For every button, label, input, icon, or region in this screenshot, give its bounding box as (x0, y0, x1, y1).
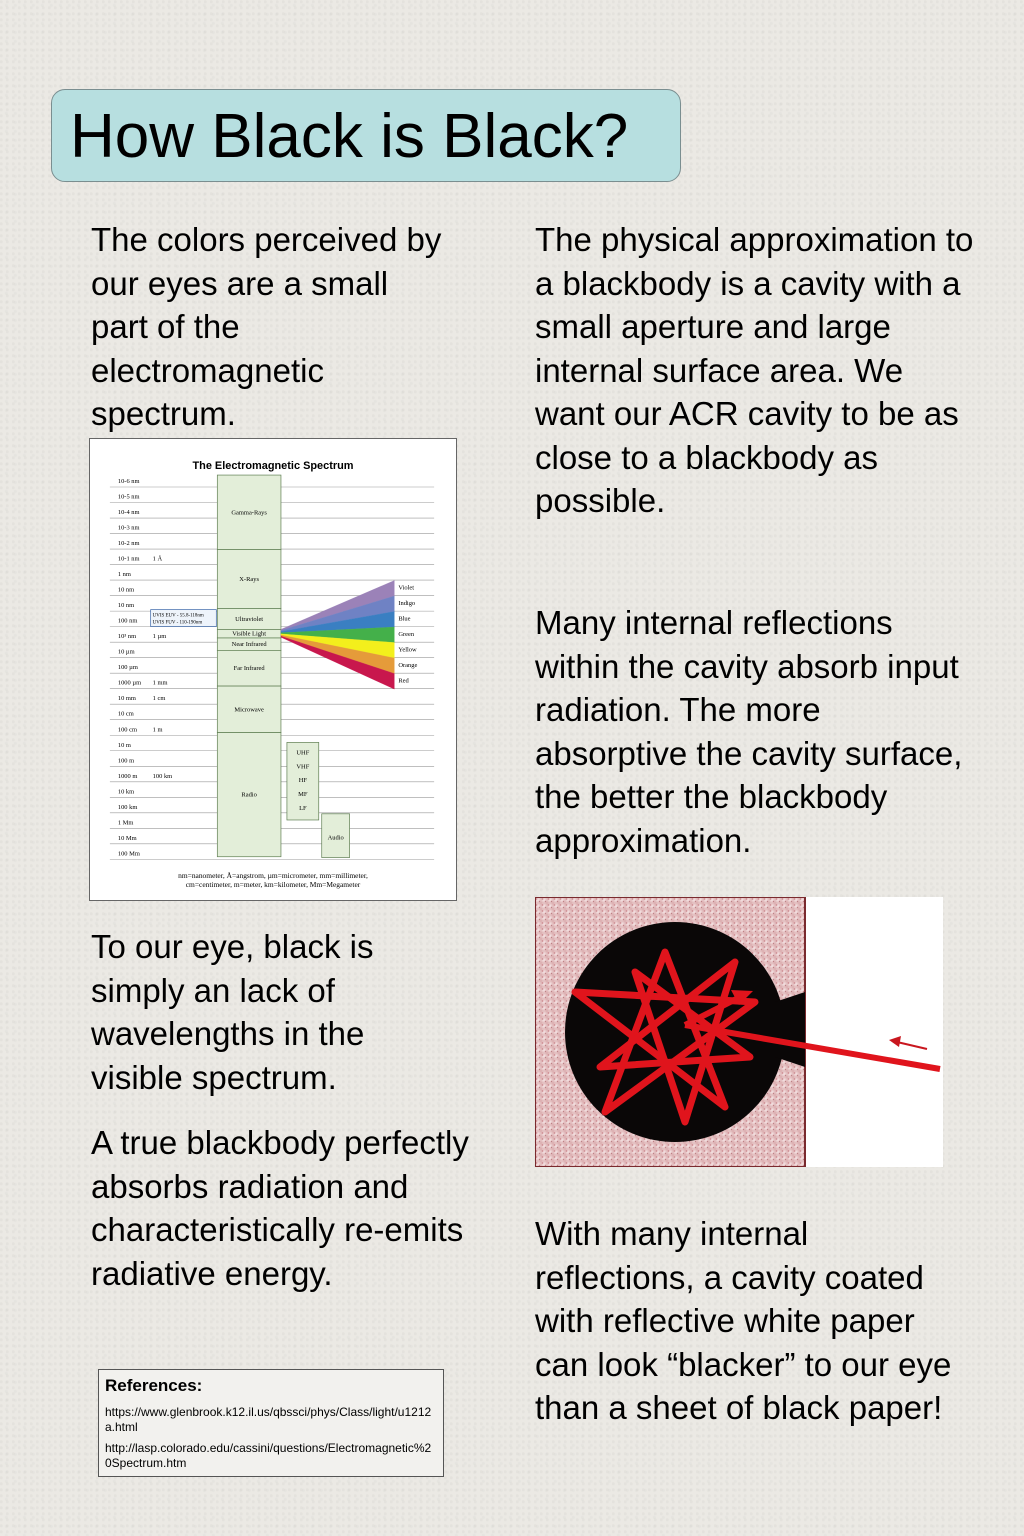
title-banner (51, 89, 681, 182)
unit-equivalent: 1 Å (152, 555, 163, 563)
scale-label: 100 Mm (117, 850, 140, 858)
cavity-aperture (775, 992, 805, 1067)
paragraph-blackbody-cavity: The physical approximation to a blackbody is a cavity with a small aperture and large internal surface area. We want our ACR cavity to be as close to a blackbody as possible. (535, 221, 974, 519)
radio-subband-label: VHF (296, 763, 310, 771)
scale-label: 10-3 nm (117, 524, 140, 532)
unit-equivalent: 1 mm (152, 679, 168, 687)
scale-label: 10 mm (117, 695, 136, 703)
reference-link-1[interactable]: https://www.glenbrook.k12.il.us/qbssci/phys/Class/light/u1212a.html (105, 1405, 432, 1434)
paragraph-white-paper-cavity: With many internal reflections, a cavity coated with reflective white paper can look “blacker” to our eye than a sheet of black paper! (535, 1215, 952, 1426)
direction-arrow-head-icon (889, 1036, 901, 1047)
scale-label: 10-2 nm (117, 540, 140, 548)
reference-link-2[interactable]: http://lasp.colorado.edu/cassini/questions/Electromagnetic%20Spectrum.htm (105, 1441, 432, 1470)
color-label: Violet (398, 584, 415, 592)
band-label: Microwave (234, 706, 264, 714)
paragraph-true-blackbody: A true blackbody perfectly absorbs radiation and characteristically re-emits radiative energy. (91, 1124, 469, 1292)
cavity-reflection-illustration (535, 897, 943, 1167)
page-title: How Black is Black? (70, 102, 629, 171)
uvis-note-line: UVIS FUV - 110-190nm (152, 620, 203, 626)
references-heading: References: (105, 1376, 203, 1395)
paragraph-black-definition: To our eye, black is simply an lack of wavelengths in the visible spectrum. (91, 928, 374, 1096)
band-label: Near Infrared (231, 641, 267, 649)
cavity-diagram (535, 897, 943, 1167)
scale-label: 10-5 nm (117, 493, 140, 501)
scale-label: 1 nm (117, 571, 131, 579)
scale-label: 10 cm (117, 710, 134, 718)
scale-label: 10 Mm (117, 834, 137, 842)
radio-subband-label: LF (299, 805, 307, 813)
scale-label: 100 nm (117, 617, 138, 625)
color-label: Green (398, 630, 415, 638)
color-label: Orange (398, 662, 418, 670)
direction-arrow (897, 1042, 927, 1049)
unit-equivalent: 1 cm (152, 695, 166, 703)
color-label: Indigo (398, 599, 416, 607)
band-label: Visible Light (232, 630, 267, 638)
audio-label: Audio (327, 834, 344, 842)
scale-label: 100 m (117, 757, 135, 765)
color-label: Yellow (398, 646, 417, 654)
em-footnote-line1: nm=nanometer, Å=angstrom, µm=micrometer, mm=millimeter, (178, 870, 368, 880)
radio-subband-label: HF (298, 777, 307, 785)
radio-subband-label: UHF (296, 749, 310, 757)
scale-label: 100 cm (117, 726, 138, 734)
scale-label: 10 m (117, 741, 131, 749)
scale-label: 1000 m (117, 772, 138, 780)
unit-equivalent: 1 m (152, 726, 163, 734)
color-label: Blue (398, 615, 411, 623)
references-box (98, 1369, 444, 1477)
scale-label: 10-6 nm (117, 478, 140, 486)
paragraph-internal-reflections: Many internal reflections within the cavity absorb input radiation. The more absorptive the cavity surface, the better the blackbody approximation. (535, 604, 963, 859)
scale-label: 1000 µm (117, 679, 142, 687)
scale-label: 10 nm (117, 586, 135, 594)
scale-label: 10 µm (117, 648, 135, 656)
band-label: Ultraviolet (235, 615, 264, 623)
radio-subband-label: MF (298, 791, 308, 799)
scale-label: 100 µm (117, 664, 138, 672)
em-footnote-line2: cm=centimeter, m=meter, km=kilometer, Mm=Megameter (185, 879, 361, 889)
scale-label: 10-4 nm (117, 509, 140, 517)
cavity-interior (565, 922, 785, 1142)
uvis-note-line: UVIS EUV - 55.8-118nm (152, 613, 204, 619)
scale-label: 10³ nm (117, 633, 137, 641)
scale-label: 10 km (117, 788, 135, 796)
em-spectrum-figure (89, 438, 457, 901)
scale-label: 1 Mm (117, 819, 134, 827)
scale-label: 10 nm (117, 602, 135, 610)
band-label: Radio (241, 791, 257, 799)
scale-label: 10-1 nm (117, 555, 140, 563)
paragraph-spectrum-intro: The colors perceived by our eyes are a small part of the electromagnetic spectrum. (91, 221, 442, 432)
em-spectrum-title: The Electromagnetic Spectrum (192, 460, 354, 473)
em-spectrum-diagram (90, 439, 456, 900)
unit-equivalent: 100 km (152, 772, 173, 780)
scale-label: 100 km (117, 803, 138, 811)
band-label: Far Infrared (233, 665, 265, 673)
band-label: X-Rays (239, 576, 259, 584)
band-label: Gamma-Rays (231, 509, 267, 517)
unit-equivalent: 1 µm (152, 633, 167, 641)
color-label: Red (398, 677, 409, 685)
